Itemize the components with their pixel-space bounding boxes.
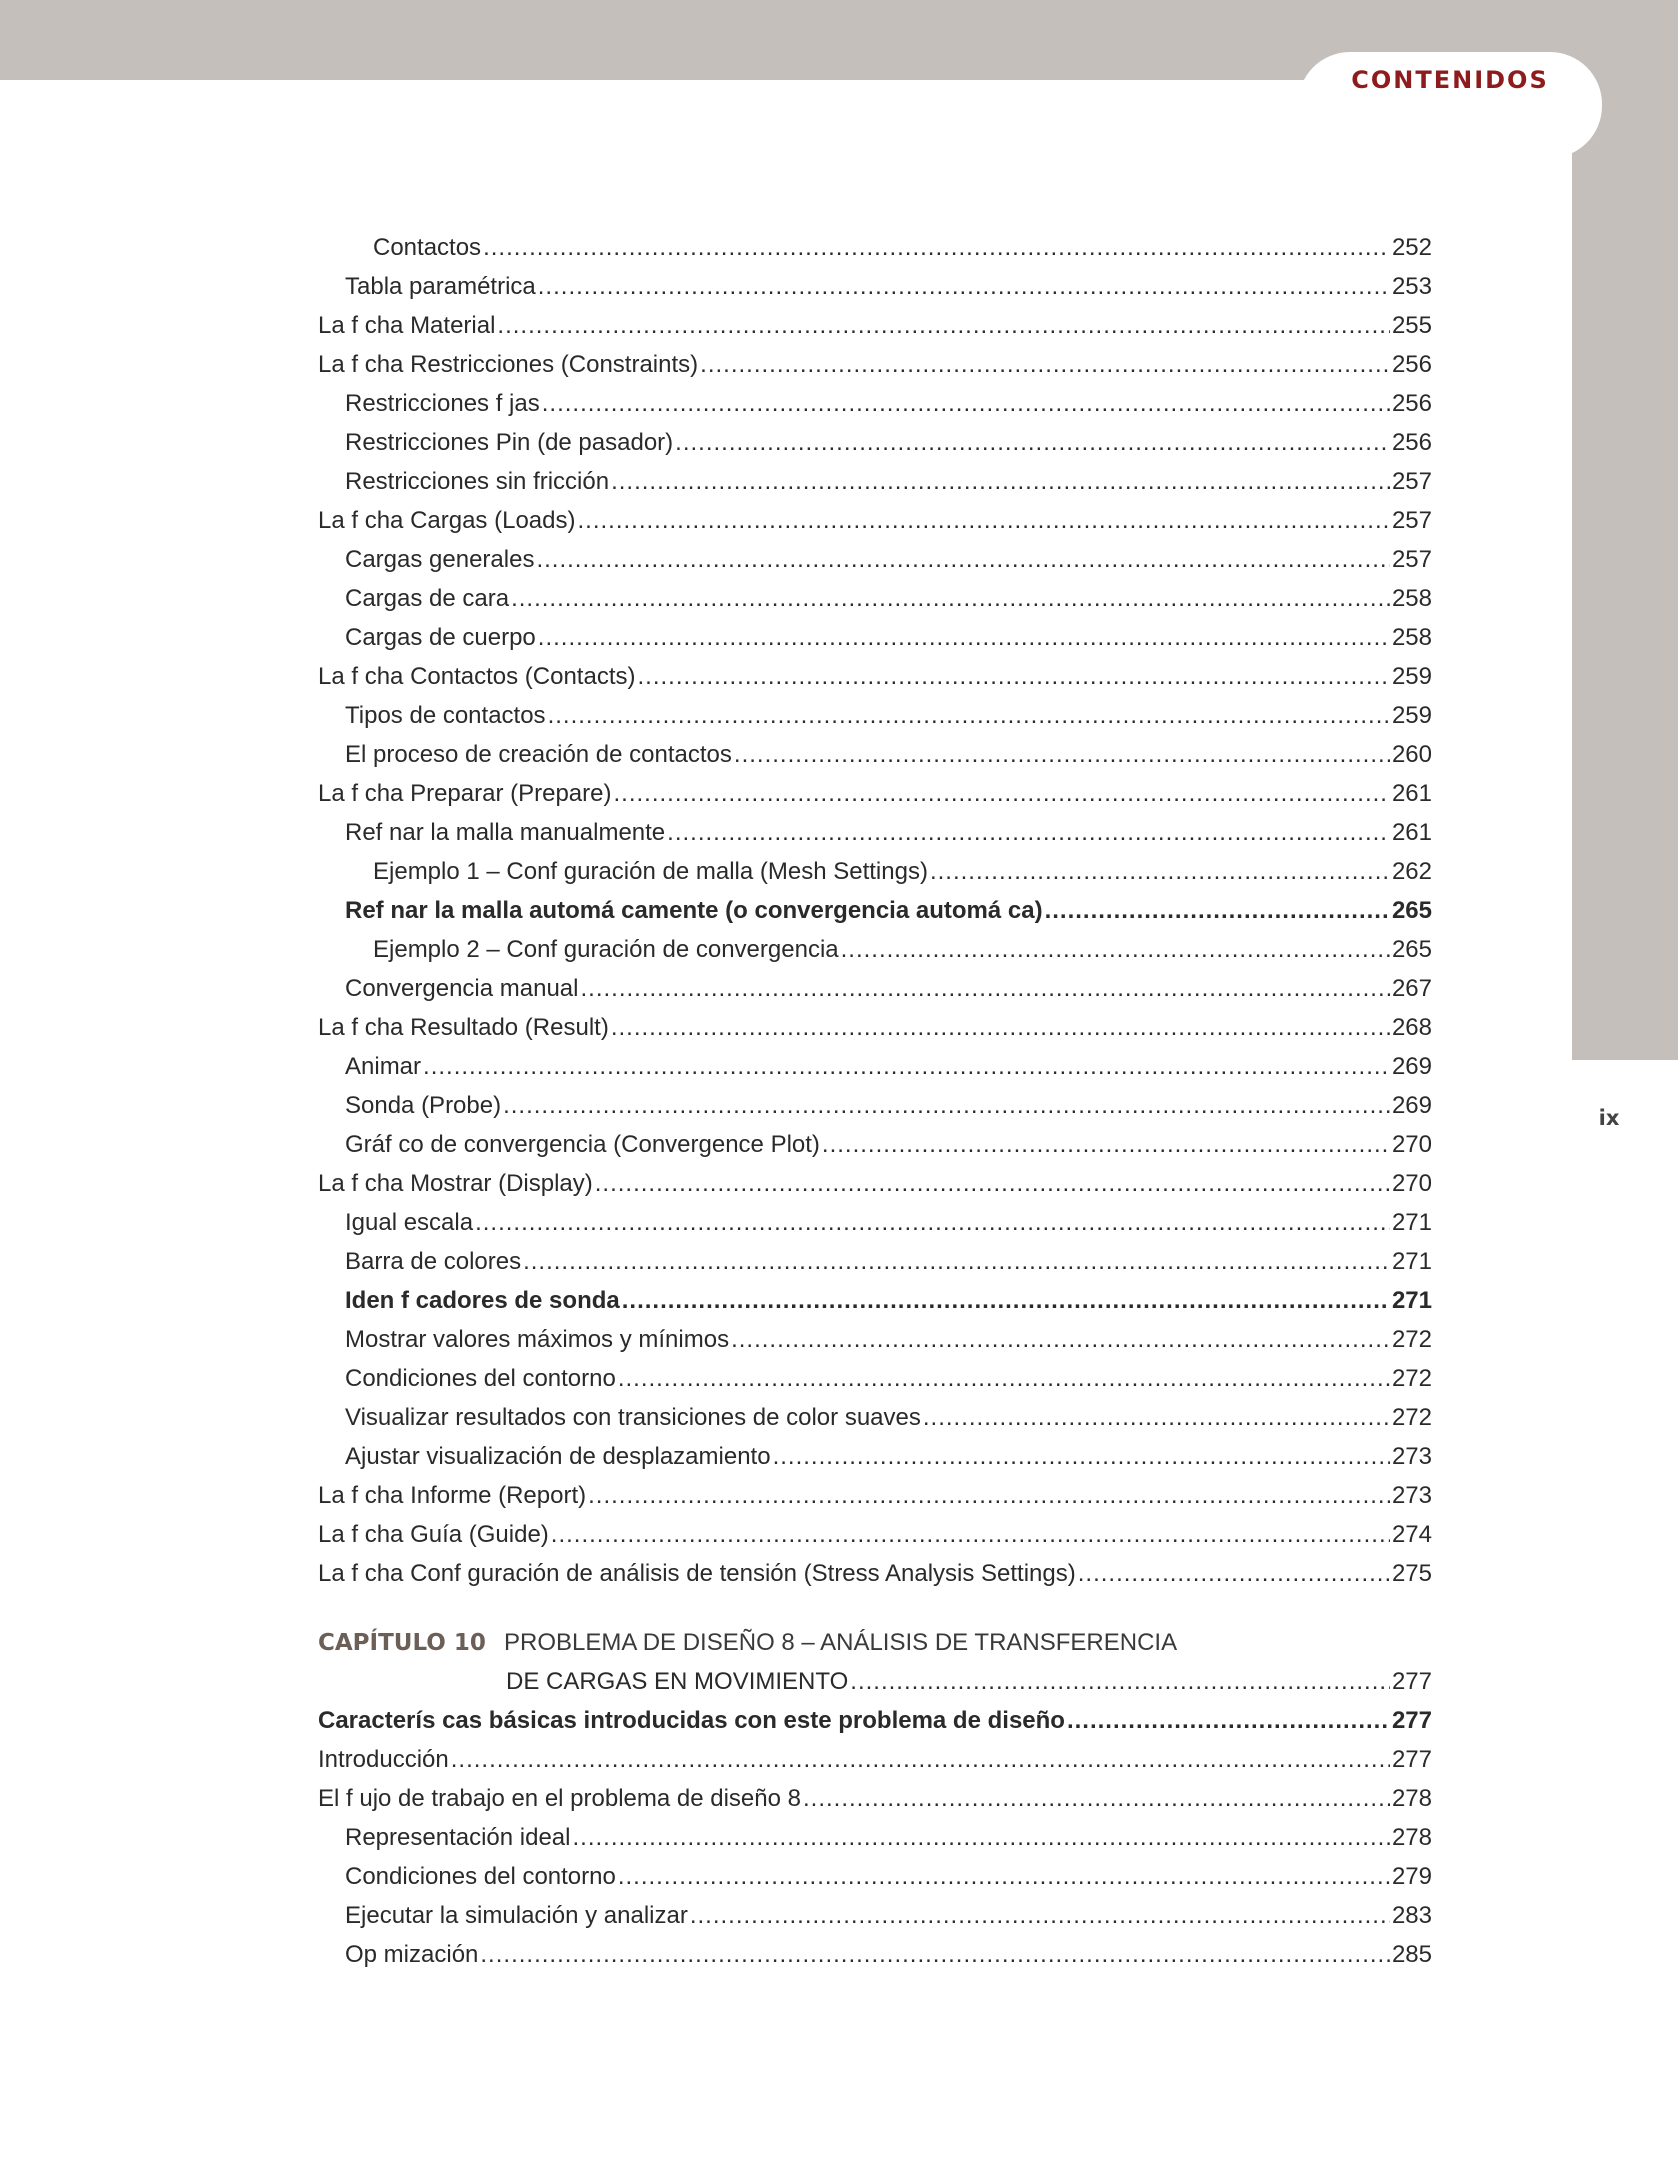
- toc-entry-page: 268: [1391, 1014, 1432, 1041]
- toc-entry-title: Igual escala: [345, 1209, 474, 1236]
- toc-entry-title: Condiciones del contorno: [345, 1365, 616, 1392]
- toc-entry[interactable]: [318, 813, 1432, 852]
- toc-entry-page: 271: [1391, 1287, 1432, 1314]
- dot-leader: [595, 1164, 1390, 1203]
- toc-entry-page: 278: [1391, 1824, 1432, 1851]
- toc-entry[interactable]: [318, 1086, 1432, 1125]
- toc-entry-page: 272: [1391, 1404, 1432, 1431]
- toc-entry-page: 265: [1391, 897, 1432, 924]
- dot-leader: [451, 1740, 1390, 1779]
- dot-leader: [577, 501, 1389, 540]
- toc-entry-page: 260: [1391, 741, 1432, 768]
- dot-leader: [503, 1086, 1390, 1125]
- toc-entry-title: Op mización: [345, 1941, 479, 1968]
- toc-entry[interactable]: [318, 1779, 1432, 1818]
- toc-entry-page: 256: [1391, 390, 1432, 417]
- toc-entry[interactable]: [318, 735, 1432, 774]
- toc-entry-title: La f cha Conf guración de análisis de tensión (Stress Analysis Settings): [318, 1560, 1076, 1587]
- toc-entry[interactable]: [318, 540, 1432, 579]
- toc-entry[interactable]: [318, 657, 1432, 696]
- toc-entry-page: 269: [1391, 1053, 1432, 1080]
- toc-entry[interactable]: [318, 1476, 1432, 1515]
- dot-leader: [548, 696, 1390, 735]
- toc-entry-title: Restricciones Pin (de pasador): [345, 429, 674, 456]
- dot-leader: [773, 1437, 1390, 1476]
- toc-entry-title: La f cha Preparar (Prepare): [318, 780, 612, 807]
- dot-leader: [588, 1476, 1390, 1515]
- toc-entry-page: 277: [1391, 1746, 1432, 1773]
- dot-leader: [475, 1203, 1390, 1242]
- dot-leader: [822, 1125, 1390, 1164]
- toc-entry-title: Barra de colores: [345, 1248, 522, 1275]
- toc-entry-title: Animar: [345, 1053, 422, 1080]
- dot-leader: [542, 384, 1390, 423]
- toc-entry-page: 257: [1391, 468, 1432, 495]
- side-band: [1572, 0, 1678, 1060]
- toc-entry-title: Iden f cadores de sonda: [345, 1287, 620, 1314]
- toc-entry-page: 253: [1391, 273, 1432, 300]
- toc-entry-page: 272: [1391, 1326, 1432, 1353]
- toc-entry[interactable]: [318, 462, 1432, 501]
- toc-entry[interactable]: [318, 618, 1432, 657]
- dot-leader: [480, 1935, 1390, 1974]
- toc-entry-title: La f cha Contactos (Contacts): [318, 663, 636, 690]
- toc-entry[interactable]: [318, 774, 1432, 813]
- dot-leader: [538, 618, 1390, 657]
- toc-entry-title: La f cha Guía (Guide): [318, 1521, 549, 1548]
- toc-entry[interactable]: [318, 1320, 1432, 1359]
- toc-entry-page: 283: [1391, 1902, 1432, 1929]
- toc-entry-title: Representación ideal: [345, 1824, 571, 1851]
- toc-entry-page: 255: [1391, 312, 1432, 339]
- toc-entry-title: El f ujo de trabajo en el problema de diseño 8: [318, 1785, 801, 1812]
- toc-entry-page: 273: [1391, 1482, 1432, 1509]
- toc-entry-title: Ejemplo 2 – Conf guración de convergencia: [373, 936, 839, 963]
- dot-leader: [580, 969, 1389, 1008]
- toc-entry-page: 256: [1391, 351, 1432, 378]
- dot-leader: [523, 1242, 1390, 1281]
- dot-leader: [483, 228, 1390, 267]
- toc-entry-title: La f cha Resultado (Result): [318, 1014, 609, 1041]
- toc-entry-page: 258: [1391, 624, 1432, 651]
- toc-entry-page: 259: [1391, 702, 1432, 729]
- toc-entry[interactable]: [318, 930, 1432, 969]
- toc-entry-title: Caracterís cas básicas introducidas con este problema de diseño: [318, 1707, 1065, 1734]
- dot-leader: [423, 1047, 1390, 1086]
- toc-entry-page: 272: [1391, 1365, 1432, 1392]
- toc-entry[interactable]: [318, 1896, 1432, 1935]
- toc-entry[interactable]: [318, 306, 1432, 345]
- toc-entry-title: Ref nar la malla automá camente (o convergencia automá ca): [345, 897, 1043, 924]
- toc-entry-title: Restricciones sin fricción: [345, 468, 610, 495]
- toc-entry[interactable]: [318, 1818, 1432, 1857]
- toc-entry[interactable]: [318, 267, 1432, 306]
- dot-leader: [572, 1818, 1389, 1857]
- toc-entry-page: 261: [1391, 780, 1432, 807]
- toc-entry[interactable]: [318, 501, 1432, 540]
- toc-entry-title: El proceso de creación de contactos: [345, 741, 732, 768]
- toc-entry-page: 256: [1391, 429, 1432, 456]
- dot-leader: [1067, 1701, 1390, 1740]
- toc-entry-title: Introducción: [318, 1746, 449, 1773]
- toc-list-chapter: [318, 1701, 1432, 1974]
- toc-entry-page: 265: [1391, 936, 1432, 963]
- toc-entry-page: 258: [1391, 585, 1432, 612]
- toc-entry-title: La f cha Cargas (Loads): [318, 507, 576, 534]
- chapter-title-line1: PROBLEMA DE DISEÑO 8 – ANÁLISIS DE TRANSFERENCIA: [504, 1629, 1178, 1656]
- toc-entry-title: Contactos: [373, 234, 482, 261]
- dot-leader: [511, 579, 1390, 618]
- chapter-label: CAPÍTULO 10: [318, 1630, 486, 1656]
- toc-entry-page: 269: [1391, 1092, 1432, 1119]
- toc-entry-title: Visualizar resultados con transiciones de color suaves: [345, 1404, 921, 1431]
- toc-entry[interactable]: [318, 1359, 1432, 1398]
- toc-entry-page: 261: [1391, 819, 1432, 846]
- toc-entry-page: 279: [1391, 1863, 1432, 1890]
- dot-leader: [1078, 1554, 1390, 1593]
- toc-entry[interactable]: [318, 969, 1432, 1008]
- toc-entry-title: Ejemplo 1 – Conf guración de malla (Mesh Settings): [373, 858, 928, 885]
- dot-leader: [675, 423, 1390, 462]
- toc-entry-page: 275: [1391, 1560, 1432, 1587]
- toc-entry[interactable]: [318, 1125, 1432, 1164]
- toc-entry[interactable]: [318, 891, 1432, 930]
- dot-leader: [551, 1515, 1390, 1554]
- dot-leader: [618, 1359, 1390, 1398]
- toc-entry-page: 273: [1391, 1443, 1432, 1470]
- toc-entry-page: 267: [1391, 975, 1432, 1002]
- toc-entry-title: Cargas generales: [345, 546, 535, 573]
- toc-entry[interactable]: [318, 1935, 1432, 1974]
- dot-leader: [1045, 891, 1390, 930]
- toc-entry-title: Ajustar visualización de desplazamiento: [345, 1443, 771, 1470]
- toc-entry[interactable]: [318, 579, 1432, 618]
- toc-entry[interactable]: [318, 228, 1432, 267]
- toc-entry-title: Restricciones f jas: [345, 390, 540, 417]
- dot-leader: [637, 657, 1389, 696]
- chapter-page: 277: [1391, 1668, 1432, 1695]
- toc-entry[interactable]: [318, 1398, 1432, 1437]
- toc-entry[interactable]: [318, 1281, 1432, 1320]
- toc-entry[interactable]: [318, 1437, 1432, 1476]
- toc-entry-title: Cargas de cuerpo: [345, 624, 536, 651]
- toc-entry[interactable]: [318, 1515, 1432, 1554]
- dot-leader: [731, 1320, 1390, 1359]
- toc-entry-title: La f cha Material: [318, 312, 496, 339]
- toc-entry[interactable]: [318, 1242, 1432, 1281]
- dot-leader: [667, 813, 1390, 852]
- dot-leader: [850, 1662, 1390, 1701]
- toc-entry-page: 271: [1391, 1248, 1432, 1275]
- dot-leader: [538, 267, 1390, 306]
- toc-entry[interactable]: [318, 1857, 1432, 1896]
- toc-entry-page: 270: [1391, 1131, 1432, 1158]
- toc-entry[interactable]: [318, 852, 1432, 891]
- dot-leader: [841, 930, 1390, 969]
- dot-leader: [536, 540, 1390, 579]
- section-title: CONTENIDOS: [1351, 66, 1549, 94]
- dot-leader: [700, 345, 1390, 384]
- toc-entry-page: 270: [1391, 1170, 1432, 1197]
- toc-entry-page: 278: [1391, 1785, 1432, 1812]
- toc-entry-title: Gráf co de convergencia (Convergence Plot): [345, 1131, 820, 1158]
- dot-leader: [803, 1779, 1390, 1818]
- toc-entry-page: 274: [1391, 1521, 1432, 1548]
- dot-leader: [618, 1857, 1390, 1896]
- toc-entry[interactable]: [318, 423, 1432, 462]
- toc-entry-title: Tipos de contactos: [345, 702, 546, 729]
- toc-entry-page: 252: [1391, 234, 1432, 261]
- toc-list: [318, 228, 1432, 1593]
- toc-entry[interactable]: [318, 1164, 1432, 1203]
- toc-entry-page: 262: [1391, 858, 1432, 885]
- toc-entry-page: 271: [1391, 1209, 1432, 1236]
- toc-entry-title: Sonda (Probe): [345, 1092, 502, 1119]
- toc-entry[interactable]: [318, 1740, 1432, 1779]
- toc-entry-title: Mostrar valores máximos y mínimos: [345, 1326, 730, 1353]
- chapter-title-line2-row[interactable]: [318, 1662, 1432, 1701]
- dot-leader: [690, 1896, 1390, 1935]
- toc-entry[interactable]: [318, 1554, 1432, 1593]
- page-number: ix: [1598, 1106, 1620, 1130]
- dot-leader: [923, 1398, 1390, 1437]
- toc-entry[interactable]: [318, 1203, 1432, 1242]
- dot-leader: [613, 774, 1389, 813]
- toc-entry-title: La f cha Mostrar (Display): [318, 1170, 593, 1197]
- toc-entry-title: Convergencia manual: [345, 975, 579, 1002]
- chapter-heading: [318, 1623, 1432, 1701]
- toc-entry-title: Condiciones del contorno: [345, 1863, 616, 1890]
- toc-entry[interactable]: [318, 345, 1432, 384]
- toc-entry[interactable]: [318, 1047, 1432, 1086]
- dot-leader: [622, 1281, 1390, 1320]
- toc-entry-title: La f cha Restricciones (Constraints): [318, 351, 699, 378]
- chapter-title-line2: DE CARGAS EN MOVIMIENTO: [506, 1668, 849, 1695]
- toc-entry[interactable]: [318, 1008, 1432, 1047]
- toc-entry[interactable]: [318, 384, 1432, 423]
- dot-leader: [734, 735, 1390, 774]
- toc-entry-page: 257: [1391, 507, 1432, 534]
- dot-leader: [930, 852, 1390, 891]
- dot-leader: [611, 1008, 1390, 1047]
- toc-entry-title: Cargas de cara: [345, 585, 510, 612]
- dot-leader: [611, 462, 1390, 501]
- toc-entry[interactable]: [318, 1701, 1432, 1740]
- toc-entry-title: Ref nar la malla manualmente: [345, 819, 666, 846]
- toc-entry[interactable]: [318, 696, 1432, 735]
- toc-entry-title: Tabla paramétrica: [345, 273, 536, 300]
- toc-entry-title: La f cha Informe (Report): [318, 1482, 587, 1509]
- toc-entry-page: 285: [1391, 1941, 1432, 1968]
- dot-leader: [497, 306, 1390, 345]
- toc-entry-title: Ejecutar la simulación y analizar: [345, 1902, 688, 1929]
- toc-entry-page: 277: [1391, 1707, 1432, 1734]
- toc-entry-page: 257: [1391, 546, 1432, 573]
- toc-entry-page: 259: [1391, 663, 1432, 690]
